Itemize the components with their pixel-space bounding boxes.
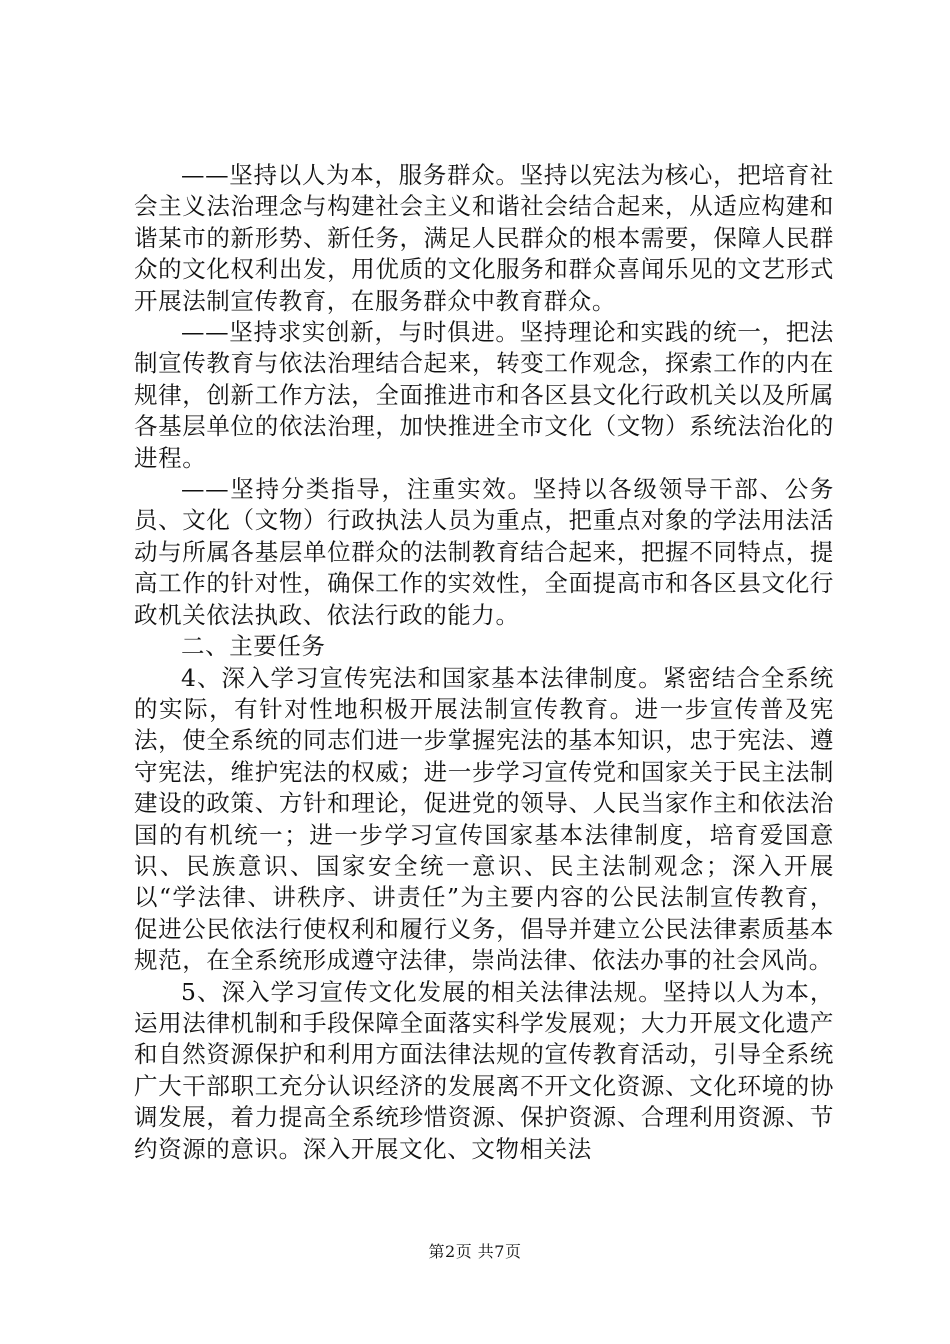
paragraph-classified-guidance: ——坚持分类指导，注重实效。坚持以各级领导干部、公务员、文化（文物）行政执法人员为重点，把重点对象的学法用法活动与所属各基层单位群众的法制教育结合起来，把握不同特点，提高工作的针对性，确保工作的实效性，全面提高市和各区县文化行政机关依法执政、依法行政的能力。 xyxy=(134,475,834,629)
paragraph-task-4: 4、深入学习宣传宪法和国家基本法律制度。紧密结合全系统的实际，有针对性地积极开展法制宣传教育。进一步宣传普及宪法，使全系统的同志们进一步掌握宪法的基本知识，忠于宪法、遵守宪法，维护宪法的权威；进一步学习宣传党和国家关于民主法制建设的政策、方针和理论，促进党的领导、人民当家作主和依法治国的有机统一；进一步学习宣传国家基本法律制度，培育爱国意识、民族意识、国家安全统一意识、民主法制观念；深入开展以“学法律、讲秩序、讲责任”为主要内容的公民法制宣传教育，促进公民依法行使权利和履行义务，倡导并建立公民法律素质基本规范，在全系统形成遵守法律，崇尚法律、依法办事的社会风尚。 xyxy=(134,663,834,975)
document-body xyxy=(134,160,834,1165)
page-footer: 第2页 共7页 xyxy=(428,1242,522,1261)
paragraph-people-oriented: ——坚持以人为本，服务群众。坚持以宪法为核心，把培育社会主义法治理念与构建社会主义和谐社会结合起来，从适应构建和谐某市的新形势、新任务，满足人民群众的根本需要，保障人民群众的文化权利出发，用优质的文化服务和群众喜闻乐见的文艺形式开展法制宣传教育，在服务群众中教育群众。 xyxy=(134,161,834,315)
section-heading-main-tasks: 二、主要任务 xyxy=(181,632,326,661)
paragraph-innovation: ——坚持求实创新，与时俱进。坚持理论和实践的统一，把法制宣传教育与依法治理结合起来，转变工作观念，探索工作的内在规律，创新工作方法，全面推进市和各区县文化行政机关以及所属各基层单位的依法治理，加快推进全市文化（文物）系统法治化的进程。 xyxy=(134,318,834,472)
paragraph-task-5: 5、深入学习宣传文化发展的相关法律法规。坚持以人为本，运用法律机制和手段保障全面落实科学发展观；大力开展文化遗产和自然资源保护和利用方面法律法规的宣传教育活动，引导全系统广大干部职工充分认识经济的发展离不开文化资源、文化环境的协调发展，着力提高全系统珍惜资源、保护资源、合理利用资源、节约资源的意识。深入开展文化、文物相关法 xyxy=(134,977,834,1163)
